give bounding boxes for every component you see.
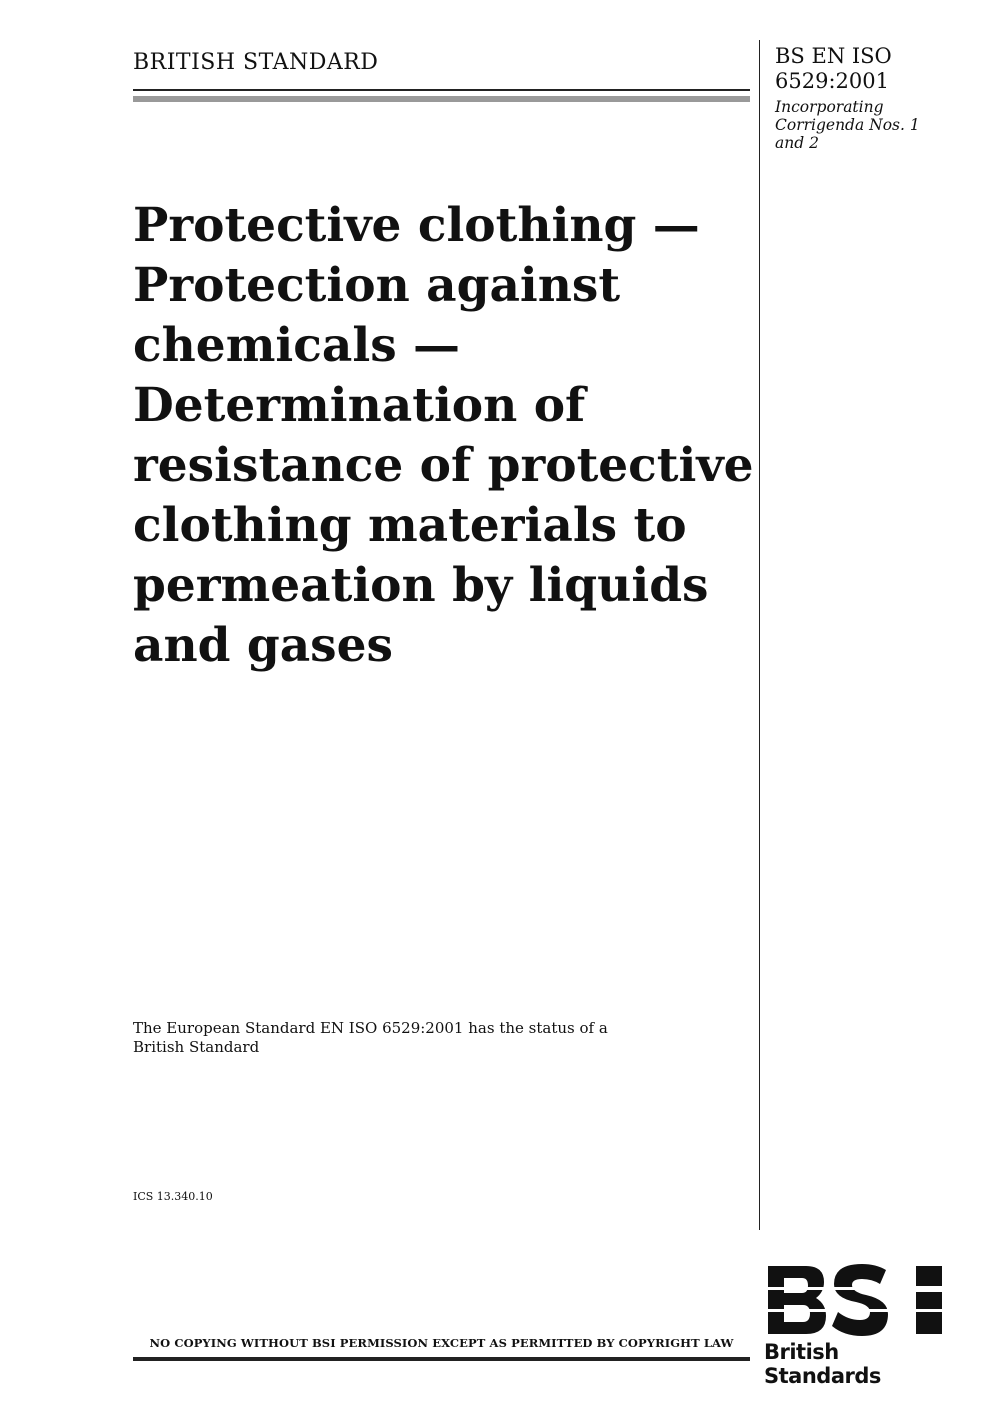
- title-line: Protective clothing —: [133, 198, 700, 253]
- corrigenda-note: [775, 98, 955, 152]
- corrigenda-note-line1: Incorporating: [775, 98, 884, 116]
- footer-rule: [133, 1357, 750, 1361]
- title-line: chemicals —: [133, 318, 461, 373]
- header-rule-thick: [133, 96, 750, 102]
- standard-number-line2: 6529:2001: [775, 69, 889, 93]
- title-line: resistance of protective: [133, 438, 754, 493]
- vertical-divider: [759, 40, 760, 1230]
- title-line: Determination of: [133, 378, 586, 433]
- document-type-label: BRITISH STANDARD: [133, 50, 379, 75]
- bsi-logo-mark-icon: [764, 1262, 946, 1338]
- standard-number: [775, 44, 975, 94]
- standard-number-line1: BS EN ISO: [775, 44, 892, 68]
- document-title: [133, 196, 753, 676]
- corrigenda-note-line3: and 2: [775, 134, 819, 152]
- title-line: clothing materials to: [133, 498, 687, 553]
- corrigenda-note-line2: Corrigenda Nos. 1: [775, 116, 920, 134]
- status-statement: The European Standard EN ISO 6529:2001 has the status of a British Standard: [133, 1019, 608, 1056]
- ics-code: ICS 13.340.10: [133, 1190, 213, 1203]
- bsi-logo: [764, 1262, 946, 1388]
- title-line: permeation by liquids: [133, 558, 709, 613]
- header-rule-thin: [133, 89, 750, 91]
- title-line: Protection against: [133, 258, 621, 313]
- copyright-notice: NO COPYING WITHOUT BSI PERMISSION EXCEPT AS PERMITTED BY COPYRIGHT LAW: [149, 1336, 734, 1350]
- title-line: and gases: [133, 618, 393, 673]
- logo-caption: British Standards: [764, 1340, 881, 1388]
